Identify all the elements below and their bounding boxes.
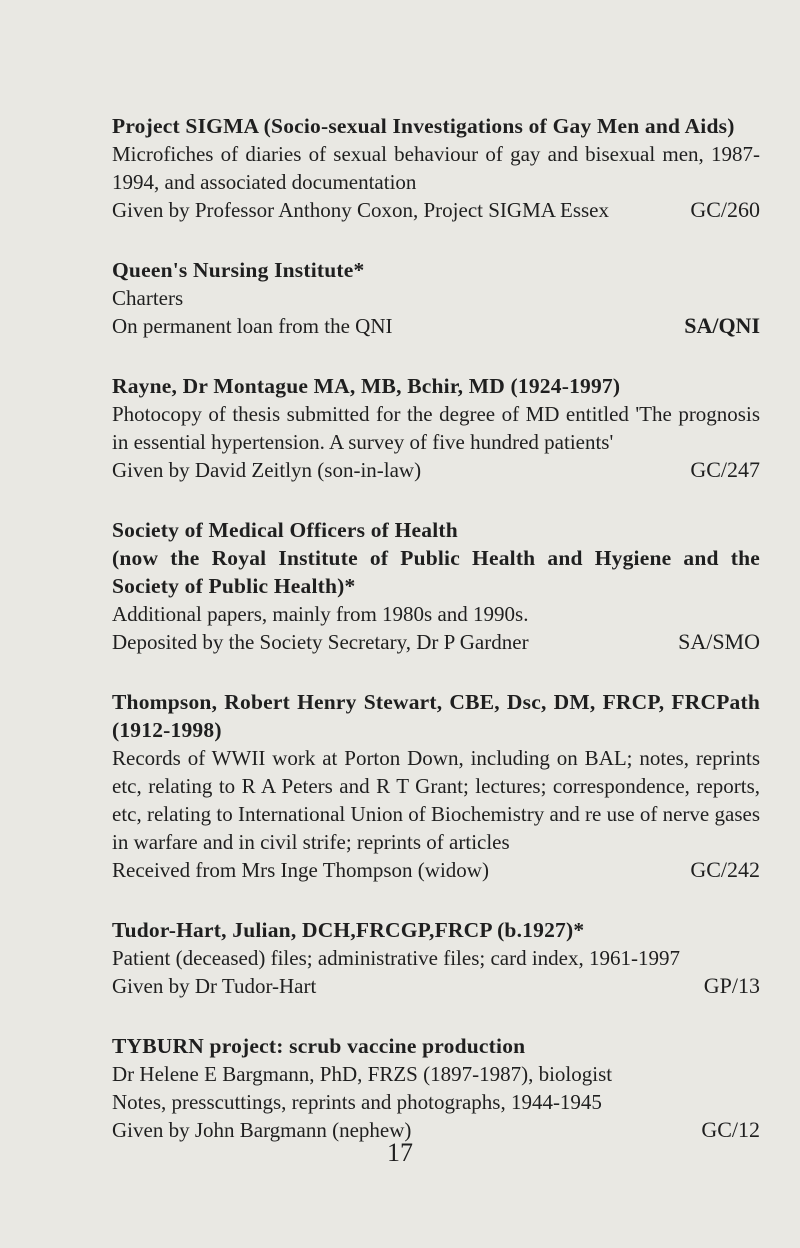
entry-description: Records of WWII work at Porton Down, including on BAL; notes, reprints etc, relating to R A Peters and R T Grant; lectures; correspondence, reports, etc, relating to International Union of Biochemistry and re use of nerve gases in warfare and in civil strife; reprints of articles — [112, 746, 760, 854]
entry-description: Dr Helene E Bargmann, PhD, FRZS (1897-1987), biologist — [112, 1062, 613, 1086]
entry-description: Patient (deceased) files; administrative files; card index, 1961-1997 — [112, 946, 680, 970]
entry-source-line — [112, 456, 760, 484]
entry-source-line — [112, 972, 760, 1000]
entry-reference: GC/247 — [690, 457, 760, 482]
entry-subheading: (now the Royal Institute of Public Health and Hygiene and the Society of Public Health)* — [112, 546, 760, 598]
entry-description-continued: Notes, presscuttings, reprints and photographs, 1944-1945 — [112, 1090, 602, 1114]
entry-source: Given by Dr Tudor-Hart — [112, 974, 317, 998]
entry-source: Deposited by the Society Secretary, Dr P Gardner — [112, 630, 529, 654]
entry-tyburn-project — [112, 1032, 760, 1144]
entry-source-line — [112, 856, 760, 884]
entry-description: Additional papers, mainly from 1980s and 1990s. — [112, 602, 529, 626]
entry-heading: Tudor-Hart, Julian, DCH,FRCGP,FRCP (b.1927)* — [112, 918, 585, 942]
entry-description: Charters — [112, 286, 184, 310]
entry-source: Given by John Bargmann (nephew) — [112, 1118, 412, 1142]
entry-source: Received from Mrs Inge Thompson (widow) — [112, 858, 489, 882]
entry-reference: GC/242 — [690, 857, 760, 882]
entry-project-sigma — [112, 112, 760, 224]
entry-source: Given by Professor Anthony Coxon, Project SIGMA Essex — [112, 198, 609, 222]
entry-source-line — [112, 196, 760, 224]
entry-heading: Queen's Nursing Institute* — [112, 258, 365, 282]
entry-tudor-hart — [112, 916, 760, 1000]
entry-source-line — [112, 628, 760, 656]
entry-heading: Society of Medical Officers of Health — [112, 518, 458, 542]
entry-reference: SA/QNI — [684, 313, 760, 338]
entry-description: Microfiches of diaries of sexual behaviour of gay and bisexual men, 1987-1994, and associated documentation — [112, 142, 760, 194]
entry-description: Photocopy of thesis submitted for the degree of MD entitled 'The prognosis in essential hypertension. A survey of five hundred patients' — [112, 402, 760, 454]
entry-thompson — [112, 688, 760, 884]
entry-reference: SA/SMO — [678, 629, 760, 654]
entry-heading: Project SIGMA (Socio-sexual Investigations of Gay Men and Aids) — [112, 114, 735, 138]
entry-reference: GC/260 — [690, 197, 760, 222]
page-number: 17 — [387, 1138, 413, 1167]
entry-reference: GC/12 — [701, 1117, 760, 1142]
entry-society-medical-officers — [112, 516, 760, 656]
entry-source: Given by David Zeitlyn (son-in-law) — [112, 458, 422, 482]
entry-heading: Thompson, Robert Henry Stewart, CBE, Dsc, DM, FRCP, FRCPath (1912-1998) — [112, 690, 760, 742]
entry-queens-nursing-institute — [112, 256, 760, 340]
entry-source: On permanent loan from the QNI — [112, 314, 393, 338]
entry-heading: TYBURN project: scrub vaccine production — [112, 1034, 526, 1058]
entry-heading: Rayne, Dr Montague MA, MB, Bchir, MD (1924-1997) — [112, 374, 621, 398]
entry-source-line — [112, 312, 760, 340]
entry-reference: GP/13 — [703, 973, 760, 998]
entry-rayne — [112, 372, 760, 484]
